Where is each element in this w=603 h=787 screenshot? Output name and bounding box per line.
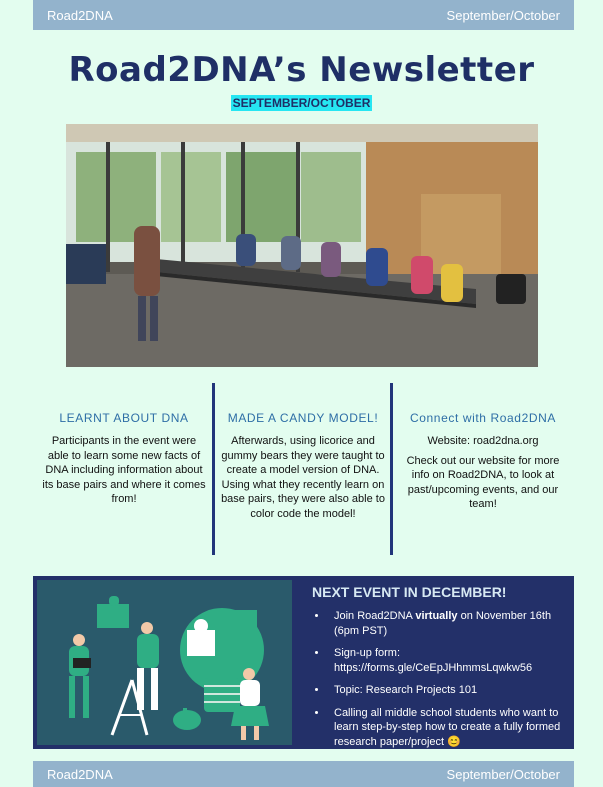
website-line[interactable]: Website: road2dna.org [427,435,539,447]
column-learnt-dna [40,383,208,555]
column-candy-model [219,383,387,555]
column-divider [212,383,215,555]
event-list [312,609,567,749]
column-connect [398,383,568,555]
column-divider [390,383,393,555]
event-illustration [37,580,292,745]
list-item: • Topic: Research Projects 101 [328,683,567,698]
column-body: Participants in the event were able to learn some new facts of DNA including information about its base pairs and where it comes from! [42,435,206,505]
column-body: Afterwards, using licorice and gummy bears they were taught to create a model version of DNA. Using what they recently learn on base pairs, they were also able to color code the model! [221,435,385,520]
footer-brand: Road2DNA [47,766,113,782]
footer-date: September/October [446,766,560,782]
next-event-details [312,584,567,749]
footer-band [33,761,574,787]
page-title: Road2DNA’s Newsletter [68,50,535,90]
header-brand: Road2DNA [47,7,113,23]
column-body: Check out our website for more info on Road2DNA, to look at past/upcoming events, and our team! [406,454,560,510]
column-heading: MADE A CANDY MODEL! [227,411,379,425]
column-heading: LEARNT ABOUT DNA [59,411,189,425]
list-item[interactable]: • Sign-up form: https://forms.gle/CeEpJHhmmsLqwkw56 [328,646,567,675]
header-band [33,0,574,30]
header-date: September/October [446,7,560,23]
event-heading: NEXT EVENT IN DECEMBER! [312,584,507,600]
page-subtitle: SEPTEMBER/OCTOBER [232,96,371,110]
list-item: • Join Road2DNA virtually on November 16th (6pm PST) [328,609,567,638]
column-heading: Connect with Road2DNA [409,411,556,425]
event-photo [66,124,538,367]
list-item: • Calling all middle school students who want to learn step-by-step how to create a fully formed research paper/project 😊 [328,706,567,750]
